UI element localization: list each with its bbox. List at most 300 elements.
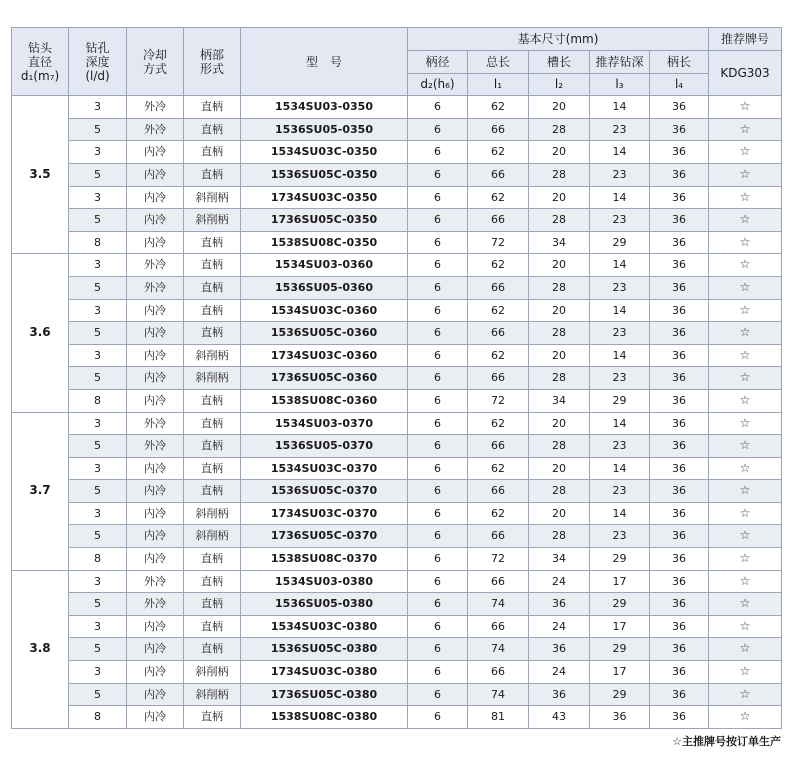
shank-type-cell: 直柄	[184, 276, 241, 299]
shank-type-cell: 直柄	[184, 615, 241, 638]
shank-type-cell: 直柄	[184, 593, 241, 616]
rec-depth-cell: 17	[590, 615, 650, 638]
shank-len-cell: 36	[650, 209, 709, 232]
flute-len-cell: 36	[529, 638, 590, 661]
shank-dia-cell: 6	[408, 457, 468, 480]
shank-type-cell: 斜削柄	[184, 683, 241, 706]
shank-dia-cell: 6	[408, 209, 468, 232]
flute-len-cell: 28	[529, 276, 590, 299]
cooling-cell: 内冷	[127, 615, 184, 638]
total-len-cell: 72	[468, 389, 529, 412]
depth-cell: 3	[69, 502, 127, 525]
rec-depth-cell: 23	[590, 118, 650, 141]
flute-len-cell: 24	[529, 661, 590, 684]
shank-type-cell: 直柄	[184, 163, 241, 186]
grade-star-icon: ☆	[709, 615, 782, 638]
cooling-cell: 外冷	[127, 412, 184, 435]
flute-len-cell: 20	[529, 141, 590, 164]
grade-star-icon: ☆	[709, 118, 782, 141]
depth-cell: 5	[69, 276, 127, 299]
shank-dia-cell: 6	[408, 96, 468, 119]
shank-len-cell: 36	[650, 525, 709, 548]
model-cell: 1536SU05C-0360	[241, 322, 408, 345]
depth-cell: 5	[69, 638, 127, 661]
total-len-cell: 66	[468, 661, 529, 684]
model-cell: 1734SU03C-0350	[241, 186, 408, 209]
model-cell: 1536SU05C-0380	[241, 638, 408, 661]
flute-len-cell: 20	[529, 96, 590, 119]
shank-dia-cell: 6	[408, 412, 468, 435]
cooling-cell: 内冷	[127, 502, 184, 525]
flute-len-cell: 28	[529, 480, 590, 503]
rec-depth-cell: 14	[590, 344, 650, 367]
shank-dia-cell: 6	[408, 661, 468, 684]
header-total-len: 总长	[468, 51, 529, 74]
grade-star-icon: ☆	[709, 548, 782, 571]
flute-len-cell: 28	[529, 367, 590, 390]
flute-len-cell: 28	[529, 163, 590, 186]
total-len-cell: 66	[468, 276, 529, 299]
header-shank-len: 柄长	[650, 51, 709, 74]
shank-dia-cell: 6	[408, 706, 468, 729]
grade-star-icon: ☆	[709, 593, 782, 616]
header-shank-text: 柄部 形式	[199, 47, 224, 76]
total-len-cell: 66	[468, 570, 529, 593]
cooling-cell: 内冷	[127, 480, 184, 503]
depth-cell: 5	[69, 525, 127, 548]
table-row	[12, 525, 782, 548]
grade-star-icon: ☆	[709, 209, 782, 232]
grade-star-icon: ☆	[709, 299, 782, 322]
total-len-cell: 74	[468, 593, 529, 616]
depth-cell: 3	[69, 254, 127, 277]
shank-dia-cell: 6	[408, 231, 468, 254]
total-len-cell: 74	[468, 638, 529, 661]
model-cell: 1534SU03C-0350	[241, 141, 408, 164]
shank-len-cell: 36	[650, 276, 709, 299]
cooling-cell: 内冷	[127, 525, 184, 548]
total-len-cell: 66	[468, 163, 529, 186]
diameter-cell: 3.8	[12, 570, 69, 728]
depth-cell: 8	[69, 548, 127, 571]
cooling-cell: 内冷	[127, 209, 184, 232]
rec-depth-cell: 23	[590, 525, 650, 548]
sym-flute-len: l₂	[529, 73, 590, 96]
table-row	[12, 457, 782, 480]
shank-dia-cell: 6	[408, 615, 468, 638]
flute-len-cell: 28	[529, 525, 590, 548]
depth-cell: 5	[69, 322, 127, 345]
diameter-cell: 3.6	[12, 254, 69, 412]
shank-dia-cell: 6	[408, 638, 468, 661]
table-row	[12, 254, 782, 277]
shank-type-cell: 直柄	[184, 706, 241, 729]
cooling-cell: 内冷	[127, 389, 184, 412]
total-len-cell: 66	[468, 118, 529, 141]
sym-total-len: l₁	[468, 73, 529, 96]
table-row	[12, 209, 782, 232]
cooling-cell: 外冷	[127, 276, 184, 299]
shank-dia-cell: 6	[408, 299, 468, 322]
shank-type-cell: 直柄	[184, 322, 241, 345]
shank-len-cell: 36	[650, 593, 709, 616]
shank-dia-cell: 6	[408, 683, 468, 706]
flute-len-cell: 43	[529, 706, 590, 729]
header-model: 型 号	[241, 28, 408, 96]
table-row	[12, 367, 782, 390]
shank-type-cell: 直柄	[184, 389, 241, 412]
shank-dia-cell: 6	[408, 548, 468, 571]
table-row	[12, 435, 782, 458]
shank-type-cell: 直柄	[184, 412, 241, 435]
table-row	[12, 186, 782, 209]
flute-len-cell: 28	[529, 118, 590, 141]
shank-type-cell: 直柄	[184, 480, 241, 503]
rec-depth-cell: 23	[590, 276, 650, 299]
diameter-cell: 3.5	[12, 96, 69, 254]
rec-depth-cell: 23	[590, 209, 650, 232]
total-len-cell: 62	[468, 254, 529, 277]
grade-star-icon: ☆	[709, 141, 782, 164]
table-row	[12, 661, 782, 684]
depth-cell: 5	[69, 209, 127, 232]
shank-dia-cell: 6	[408, 435, 468, 458]
rec-depth-cell: 23	[590, 163, 650, 186]
shank-type-cell: 斜削柄	[184, 367, 241, 390]
rec-depth-cell: 29	[590, 389, 650, 412]
flute-len-cell: 34	[529, 231, 590, 254]
shank-type-cell: 斜削柄	[184, 661, 241, 684]
model-cell: 1536SU05-0360	[241, 276, 408, 299]
shank-dia-cell: 6	[408, 593, 468, 616]
depth-cell: 3	[69, 344, 127, 367]
flute-len-cell: 28	[529, 209, 590, 232]
grade-star-icon: ☆	[709, 570, 782, 593]
shank-type-cell: 斜削柄	[184, 502, 241, 525]
total-len-cell: 66	[468, 435, 529, 458]
grade-star-icon: ☆	[709, 706, 782, 729]
table-row	[12, 548, 782, 571]
flute-len-cell: 24	[529, 615, 590, 638]
total-len-cell: 62	[468, 457, 529, 480]
flute-len-cell: 36	[529, 683, 590, 706]
shank-dia-cell: 6	[408, 367, 468, 390]
flute-len-cell: 36	[529, 593, 590, 616]
total-len-cell: 72	[468, 548, 529, 571]
rec-depth-cell: 14	[590, 299, 650, 322]
rec-depth-cell: 23	[590, 367, 650, 390]
shank-type-cell: 斜削柄	[184, 525, 241, 548]
table-row	[12, 638, 782, 661]
grade-star-icon: ☆	[709, 389, 782, 412]
spec-table	[11, 27, 782, 729]
depth-cell: 5	[69, 480, 127, 503]
header-diameter-text: 钻头 直径 d₁(m₇)	[20, 40, 60, 83]
model-cell: 1536SU05-0370	[241, 435, 408, 458]
model-cell: 1536SU05C-0350	[241, 163, 408, 186]
cooling-cell: 内冷	[127, 706, 184, 729]
rec-depth-cell: 29	[590, 548, 650, 571]
shank-len-cell: 36	[650, 186, 709, 209]
header-rec-depth: 推荐钻深	[590, 51, 650, 74]
depth-cell: 5	[69, 118, 127, 141]
model-cell: 1538SU08C-0360	[241, 389, 408, 412]
model-cell: 1734SU03C-0360	[241, 344, 408, 367]
header-shank-dia: 柄径	[408, 51, 468, 74]
flute-len-cell: 20	[529, 412, 590, 435]
shank-len-cell: 36	[650, 661, 709, 684]
cooling-cell: 内冷	[127, 299, 184, 322]
rec-depth-cell: 17	[590, 570, 650, 593]
cooling-cell: 内冷	[127, 141, 184, 164]
shank-len-cell: 36	[650, 299, 709, 322]
total-len-cell: 66	[468, 322, 529, 345]
shank-len-cell: 36	[650, 480, 709, 503]
cooling-cell: 外冷	[127, 118, 184, 141]
flute-len-cell: 20	[529, 254, 590, 277]
table-row	[12, 163, 782, 186]
cooling-cell: 内冷	[127, 186, 184, 209]
shank-type-cell: 直柄	[184, 299, 241, 322]
total-len-cell: 66	[468, 615, 529, 638]
depth-cell: 5	[69, 593, 127, 616]
table-row	[12, 276, 782, 299]
shank-dia-cell: 6	[408, 163, 468, 186]
footnote: ☆主推牌号按订单生产	[672, 735, 781, 748]
header-basic-dims: 基本尺寸(mm)	[408, 28, 709, 51]
shank-dia-cell: 6	[408, 118, 468, 141]
flute-len-cell: 20	[529, 457, 590, 480]
shank-type-cell: 斜削柄	[184, 344, 241, 367]
table-body	[12, 96, 782, 729]
rec-depth-cell: 14	[590, 186, 650, 209]
shank-len-cell: 36	[650, 706, 709, 729]
depth-cell: 8	[69, 389, 127, 412]
grade-star-icon: ☆	[709, 96, 782, 119]
shank-dia-cell: 6	[408, 344, 468, 367]
shank-dia-cell: 6	[408, 525, 468, 548]
grade-star-icon: ☆	[709, 276, 782, 299]
total-len-cell: 62	[468, 299, 529, 322]
cooling-cell: 外冷	[127, 254, 184, 277]
total-len-cell: 66	[468, 209, 529, 232]
shank-len-cell: 36	[650, 322, 709, 345]
grade-star-icon: ☆	[709, 163, 782, 186]
cooling-cell: 内冷	[127, 548, 184, 571]
model-cell: 1534SU03-0350	[241, 96, 408, 119]
total-len-cell: 66	[468, 525, 529, 548]
table-row	[12, 322, 782, 345]
table-row	[12, 480, 782, 503]
shank-len-cell: 36	[650, 570, 709, 593]
shank-len-cell: 36	[650, 141, 709, 164]
model-cell: 1736SU05C-0370	[241, 525, 408, 548]
header-flute-len: 槽长	[529, 51, 590, 74]
table-row	[12, 593, 782, 616]
shank-len-cell: 36	[650, 683, 709, 706]
shank-len-cell: 36	[650, 502, 709, 525]
shank-type-cell: 直柄	[184, 96, 241, 119]
shank-len-cell: 36	[650, 367, 709, 390]
rec-depth-cell: 29	[590, 638, 650, 661]
cooling-cell: 内冷	[127, 322, 184, 345]
shank-len-cell: 36	[650, 548, 709, 571]
model-cell: 1536SU05-0350	[241, 118, 408, 141]
grade-star-icon: ☆	[709, 435, 782, 458]
shank-len-cell: 36	[650, 118, 709, 141]
rec-depth-cell: 23	[590, 480, 650, 503]
depth-cell: 5	[69, 367, 127, 390]
model-cell: 1734SU03C-0370	[241, 502, 408, 525]
rec-depth-cell: 14	[590, 254, 650, 277]
model-cell: 1534SU03-0370	[241, 412, 408, 435]
shank-len-cell: 36	[650, 163, 709, 186]
shank-len-cell: 36	[650, 389, 709, 412]
table-row	[12, 570, 782, 593]
rec-depth-cell: 17	[590, 661, 650, 684]
table-row	[12, 683, 782, 706]
depth-cell: 5	[69, 435, 127, 458]
total-len-cell: 81	[468, 706, 529, 729]
total-len-cell: 74	[468, 683, 529, 706]
model-cell: 1536SU05-0380	[241, 593, 408, 616]
model-cell: 1534SU03-0360	[241, 254, 408, 277]
shank-type-cell: 斜削柄	[184, 209, 241, 232]
shank-type-cell: 直柄	[184, 118, 241, 141]
grade-star-icon: ☆	[709, 638, 782, 661]
header-shank	[184, 28, 241, 96]
grade-star-icon: ☆	[709, 683, 782, 706]
cooling-cell: 内冷	[127, 367, 184, 390]
table-row	[12, 299, 782, 322]
cooling-cell: 内冷	[127, 231, 184, 254]
shank-dia-cell: 6	[408, 480, 468, 503]
grade-star-icon: ☆	[709, 367, 782, 390]
table-row	[12, 231, 782, 254]
sym-shank-dia: d₂(h₆)	[408, 73, 468, 96]
table-row	[12, 389, 782, 412]
shank-type-cell: 直柄	[184, 231, 241, 254]
model-cell: 1534SU03-0380	[241, 570, 408, 593]
model-cell: 1534SU03C-0360	[241, 299, 408, 322]
depth-cell: 5	[69, 683, 127, 706]
grade-star-icon: ☆	[709, 480, 782, 503]
flute-len-cell: 20	[529, 502, 590, 525]
total-len-cell: 62	[468, 412, 529, 435]
shank-dia-cell: 6	[408, 141, 468, 164]
shank-dia-cell: 6	[408, 254, 468, 277]
rec-depth-cell: 14	[590, 457, 650, 480]
grade-star-icon: ☆	[709, 322, 782, 345]
model-cell: 1538SU08C-0370	[241, 548, 408, 571]
depth-cell: 8	[69, 706, 127, 729]
model-cell: 1736SU05C-0350	[241, 209, 408, 232]
shank-dia-cell: 6	[408, 322, 468, 345]
depth-cell: 3	[69, 412, 127, 435]
rec-depth-cell: 29	[590, 683, 650, 706]
shank-dia-cell: 6	[408, 186, 468, 209]
flute-len-cell: 24	[529, 570, 590, 593]
model-cell: 1536SU05C-0370	[241, 480, 408, 503]
depth-cell: 3	[69, 615, 127, 638]
table-row	[12, 118, 782, 141]
cooling-cell: 内冷	[127, 163, 184, 186]
cooling-cell: 外冷	[127, 570, 184, 593]
shank-dia-cell: 6	[408, 276, 468, 299]
shank-len-cell: 36	[650, 412, 709, 435]
header-cooling	[127, 28, 184, 96]
shank-type-cell: 直柄	[184, 638, 241, 661]
total-len-cell: 62	[468, 344, 529, 367]
diameter-cell: 3.7	[12, 412, 69, 570]
shank-type-cell: 直柄	[184, 254, 241, 277]
grade-star-icon: ☆	[709, 254, 782, 277]
header-grade: 推荐牌号	[709, 28, 782, 51]
shank-dia-cell: 6	[408, 570, 468, 593]
flute-len-cell: 34	[529, 389, 590, 412]
table-row	[12, 502, 782, 525]
header-cooling-text: 冷却 方式	[142, 47, 167, 76]
header-depth	[69, 28, 127, 96]
model-cell: 1734SU03C-0380	[241, 661, 408, 684]
depth-cell: 5	[69, 163, 127, 186]
depth-cell: 3	[69, 457, 127, 480]
flute-len-cell: 20	[529, 186, 590, 209]
rec-depth-cell: 29	[590, 231, 650, 254]
total-len-cell: 62	[468, 186, 529, 209]
shank-type-cell: 直柄	[184, 141, 241, 164]
cooling-cell: 内冷	[127, 638, 184, 661]
shank-type-cell: 直柄	[184, 457, 241, 480]
shank-dia-cell: 6	[408, 502, 468, 525]
cooling-cell: 内冷	[127, 683, 184, 706]
total-len-cell: 62	[468, 141, 529, 164]
cooling-cell: 外冷	[127, 593, 184, 616]
rec-depth-cell: 23	[590, 435, 650, 458]
shank-len-cell: 36	[650, 96, 709, 119]
sym-rec-depth: l₃	[590, 73, 650, 96]
rec-depth-cell: 14	[590, 502, 650, 525]
model-cell: 1534SU03C-0370	[241, 457, 408, 480]
total-len-cell: 66	[468, 367, 529, 390]
rec-depth-cell: 23	[590, 322, 650, 345]
grade-star-icon: ☆	[709, 661, 782, 684]
model-cell: 1534SU03C-0380	[241, 615, 408, 638]
depth-cell: 3	[69, 299, 127, 322]
model-cell: 1538SU08C-0380	[241, 706, 408, 729]
sym-shank-len: l₄	[650, 73, 709, 96]
header-diameter	[12, 28, 69, 96]
depth-cell: 3	[69, 186, 127, 209]
depth-cell: 3	[69, 570, 127, 593]
total-len-cell: 62	[468, 502, 529, 525]
shank-type-cell: 斜削柄	[184, 186, 241, 209]
grade-star-icon: ☆	[709, 186, 782, 209]
depth-cell: 8	[69, 231, 127, 254]
table-row	[12, 615, 782, 638]
shank-type-cell: 直柄	[184, 570, 241, 593]
header-grade-name: KDG303	[709, 51, 782, 96]
flute-len-cell: 34	[529, 548, 590, 571]
table-row	[12, 344, 782, 367]
depth-cell: 3	[69, 141, 127, 164]
depth-cell: 3	[69, 96, 127, 119]
shank-len-cell: 36	[650, 435, 709, 458]
shank-len-cell: 36	[650, 231, 709, 254]
flute-len-cell: 28	[529, 322, 590, 345]
shank-len-cell: 36	[650, 638, 709, 661]
shank-type-cell: 直柄	[184, 435, 241, 458]
